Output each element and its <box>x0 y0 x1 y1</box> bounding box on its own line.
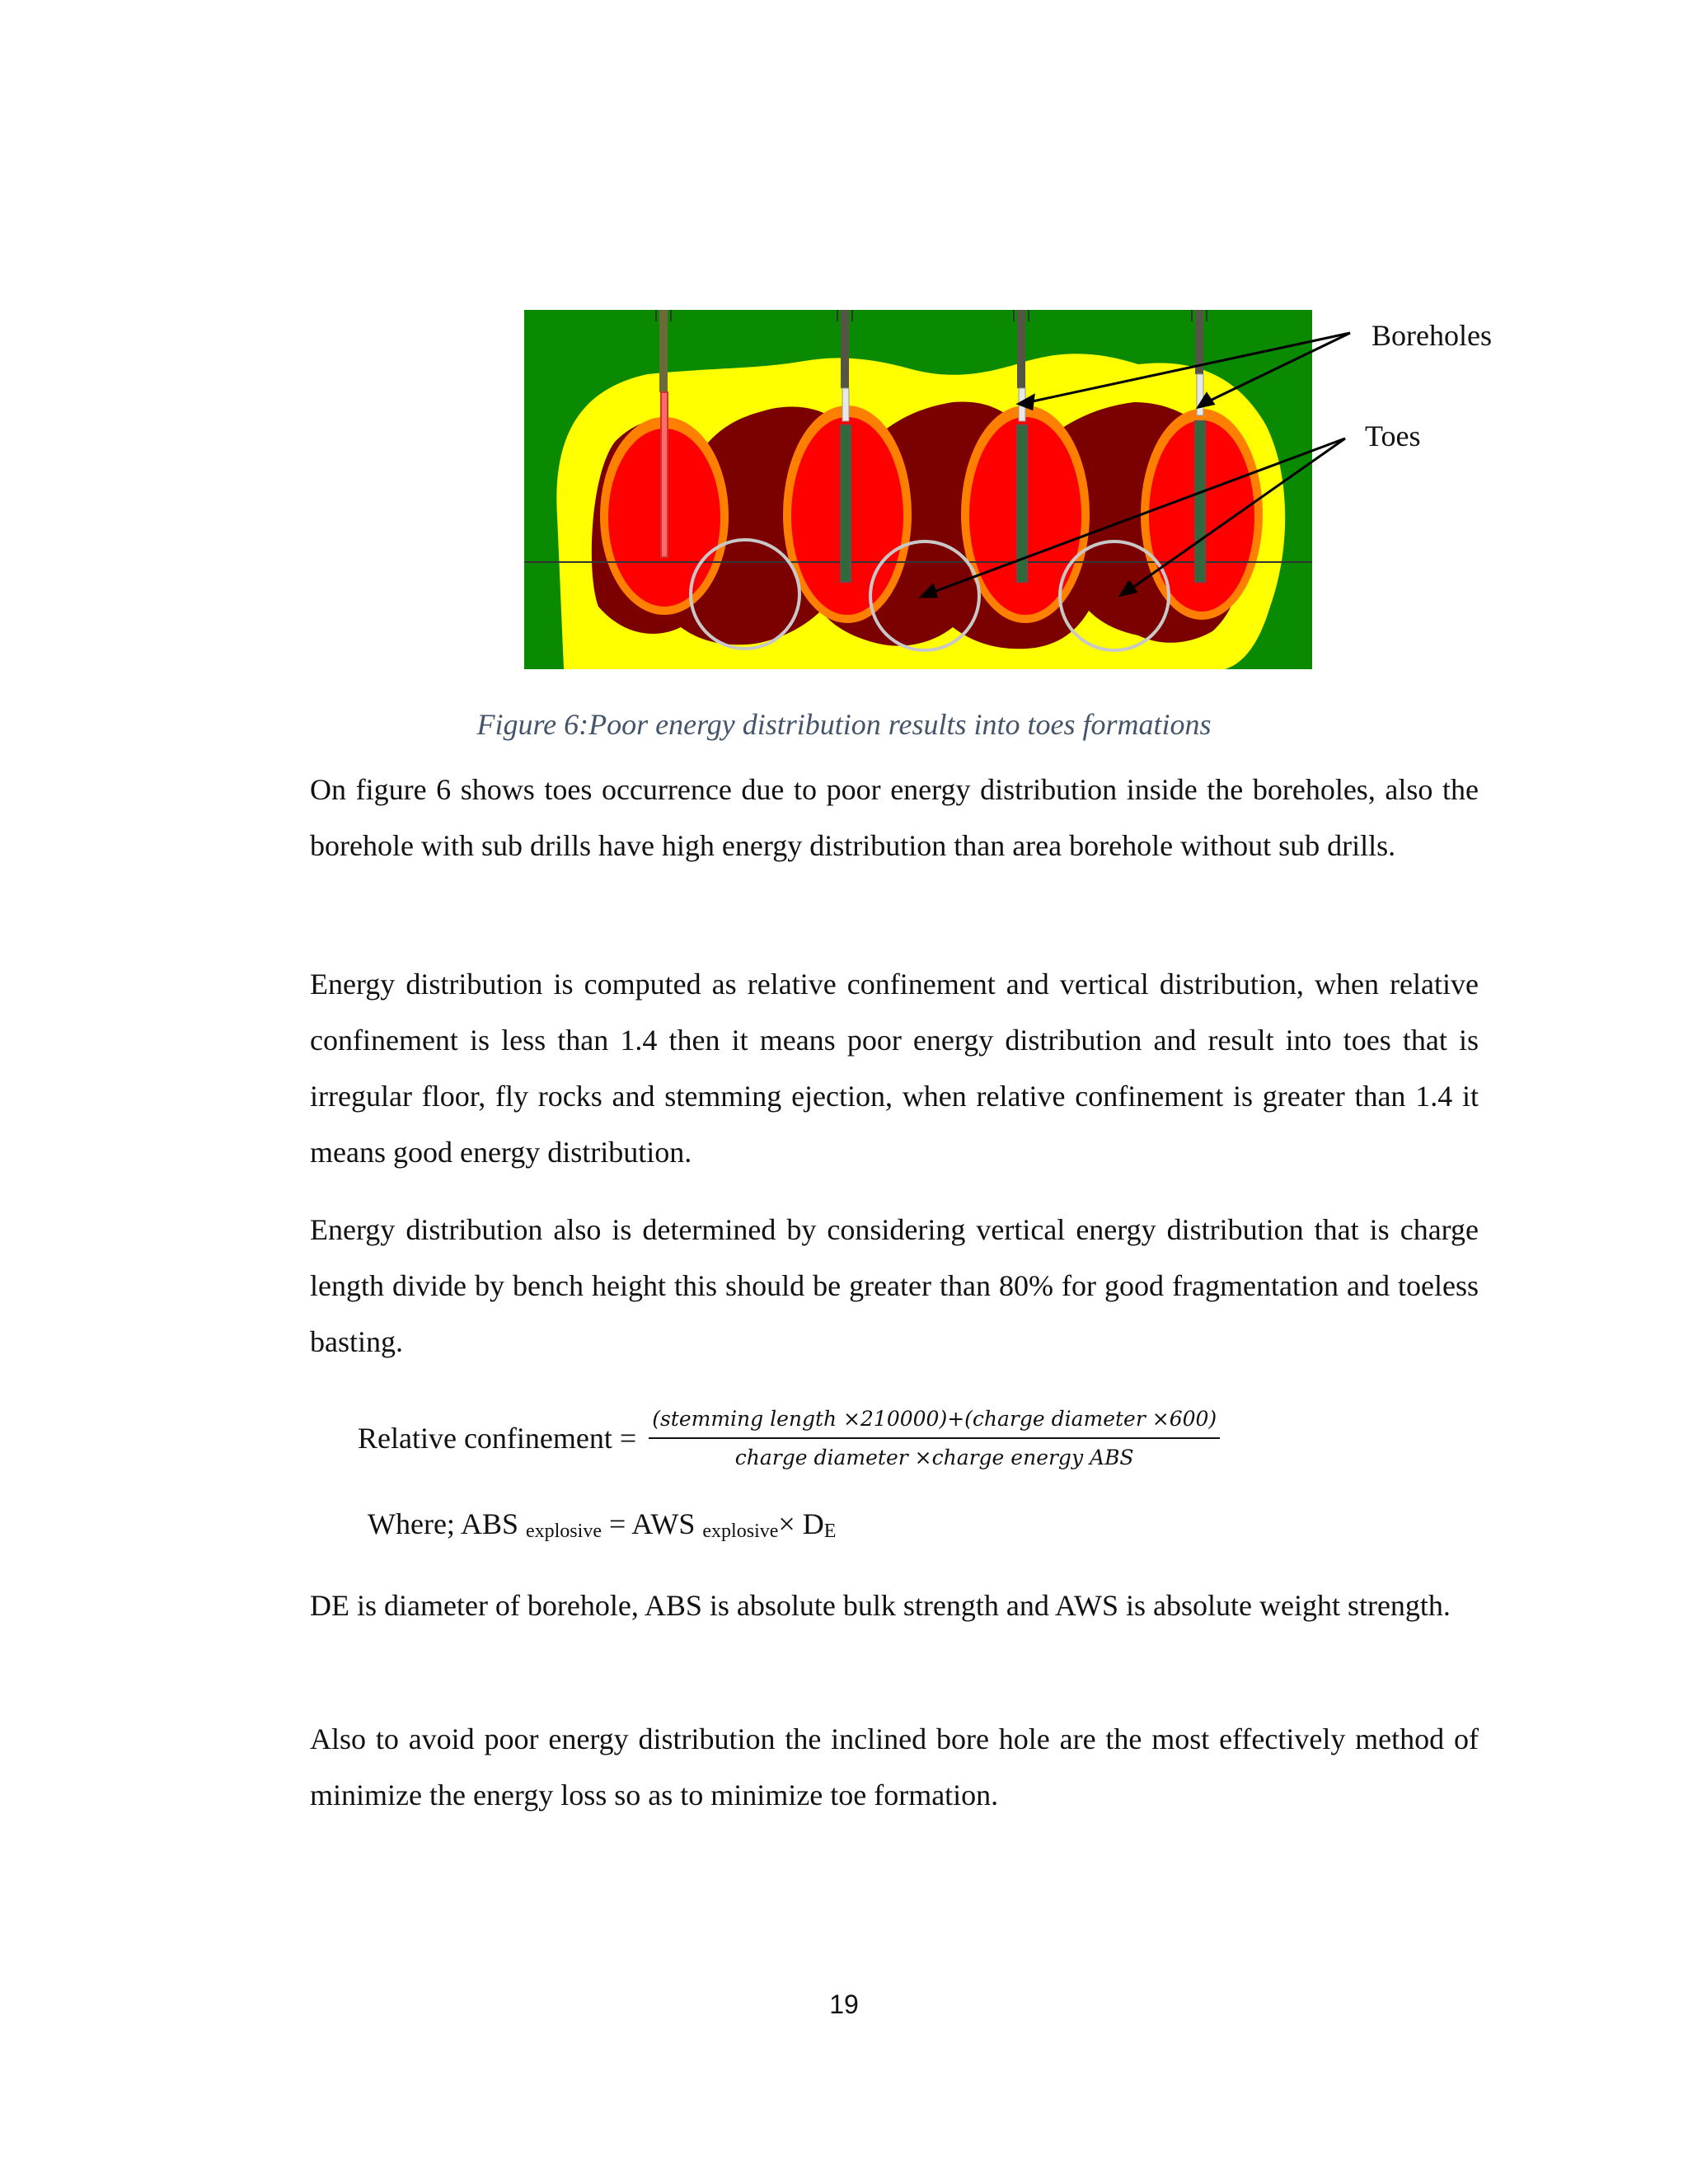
where-line: Where; ABS $_{explosive}$ = AWS $_{explosive}\times D_E$ <box>368 1507 837 1542</box>
paragraph-2: Energy distribution is computed as relative confinement and vertical distribution, when relative confinement is less than 1.4 then it means poor energy distribution and result into toes that is irregular floor, fly rocks and stemming ejection, when relative confinement is greater than 1.4 it means good energy distribution. <box>310 968 1479 1169</box>
energy-distribution-image <box>524 310 1520 669</box>
page-number: 19 <box>829 1990 859 2019</box>
paragraph-4: DE is diameter of borehole, ABS is absolute bulk strength and AWS is absolute weight strength. <box>310 1589 1451 1622</box>
paragraph-5: Also to avoid poor energy distribution the inclined bore hole are the most effectively method of minimize the energy loss so as to minimize toe formation. <box>310 1722 1479 1811</box>
equation-fraction <box>649 1405 1220 1471</box>
equation-numerator: (stemming length ×210000)+(charge diameter ×600) <box>649 1405 1220 1439</box>
callout-toes: Toes <box>1365 419 1421 452</box>
equation-denominator: charge diameter ×charge energy ABS <box>734 1446 1134 1469</box>
equation-lhs: Relative confinement = <box>358 1422 645 1455</box>
callout-boreholes: Boreholes <box>1372 319 1492 352</box>
relative-confinement-equation <box>358 1401 1220 1475</box>
figure-caption: Figure 6:Poor energy distribution results into toes formations <box>476 708 1212 741</box>
borehole-1 <box>659 310 668 557</box>
paragraph-1: On figure 6 shows toes occurrence due to poor energy distribution inside the boreholes, also the borehole with sub drills have high energy distribution than area borehole without sub drills. <box>310 773 1479 862</box>
paragraph-3: Energy distribution also is determined by considering vertical energy distribution that is charge length divide by bench height this should be greater than 80% for good fragmentation and toeless basting. <box>310 1213 1479 1358</box>
figure-6 <box>524 310 1520 669</box>
